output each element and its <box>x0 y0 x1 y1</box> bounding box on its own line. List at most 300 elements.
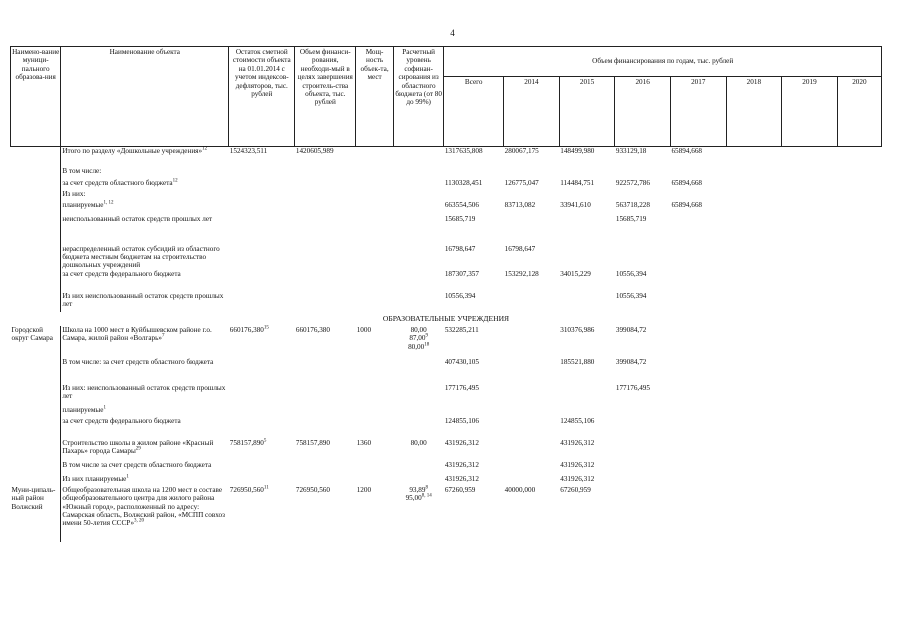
object-name-cell: Из них: <box>61 190 229 201</box>
footnote-ref: 8 <box>425 485 428 491</box>
year-cell <box>504 326 560 358</box>
year-cell <box>670 190 726 201</box>
capacity-cell <box>356 179 394 190</box>
finance-volume-cell <box>295 215 356 245</box>
municipality-cell <box>11 147 61 167</box>
year-cell <box>782 439 838 461</box>
year-cell <box>837 461 881 475</box>
finance-volume-cell <box>295 406 356 417</box>
object-name-cell: Школа на 1000 мест в Куйбышевском районе г.о. Самара, жилой район «Волгарь»$^7$ <box>61 326 229 358</box>
object-name-cell: планируемые$^{1, 12}$ <box>61 201 229 215</box>
year-cell: 10556,394 <box>615 269 647 278</box>
table-row <box>11 245 882 270</box>
capacity-cell <box>356 406 394 417</box>
table-body <box>11 147 882 542</box>
cofinance-level-cell <box>393 326 443 358</box>
cofinance-level-value: 80,00 <box>410 325 427 334</box>
cofinance-level-cell <box>393 417 443 439</box>
year-cell: 563718,228 <box>615 200 650 209</box>
year-cell <box>837 406 881 417</box>
capacity-cell <box>356 475 394 486</box>
municipality-cell <box>11 245 61 270</box>
footnote-ref: 1 <box>103 405 106 411</box>
table-row <box>11 384 882 406</box>
section-title: ОБРАЗОВАТЕЛЬНЫЕ УЧРЕЖДЕНИЯ <box>382 313 510 323</box>
year-cell <box>670 292 726 312</box>
municipality-cell <box>11 190 61 201</box>
cofinance-level-cell <box>393 292 443 312</box>
finance-volume-cell <box>295 190 356 201</box>
year-cell: 148499,980 <box>560 147 595 155</box>
year-cell <box>726 358 782 384</box>
year-cell <box>782 292 838 312</box>
year-cell <box>670 384 726 406</box>
remaining-cost-cell <box>229 190 295 201</box>
capacity-cell <box>356 201 394 215</box>
municipality-cell <box>11 215 61 245</box>
header-year: 2020 <box>837 77 881 147</box>
capacity-cell <box>356 190 394 201</box>
cofinance-level-cell <box>393 167 443 179</box>
remaining-cost-cell <box>229 461 295 475</box>
year-cell <box>726 292 782 312</box>
year-cell: 431926,312 <box>560 438 595 447</box>
year-cell <box>782 190 838 201</box>
table-row <box>11 439 882 461</box>
year-cell <box>726 245 782 270</box>
capacity-cell <box>356 384 394 406</box>
financing-table <box>10 46 882 542</box>
year-cell <box>726 417 782 439</box>
year-cell <box>670 358 726 384</box>
municipality-cell <box>11 417 61 439</box>
total-cell: 10556,394 <box>444 291 476 300</box>
year-cell <box>559 190 615 201</box>
year-cell: 40000,000 <box>504 485 536 494</box>
year-cell <box>504 475 560 486</box>
year-cell <box>837 167 881 179</box>
municipality-cell <box>11 461 61 475</box>
year-cell: 16798,647 <box>504 244 536 253</box>
year-cell <box>504 167 560 179</box>
year-cell <box>782 147 838 167</box>
object-name-cell: В том числе: <box>61 167 229 179</box>
object-name-cell: за счет средств федерального бюджета <box>61 270 229 292</box>
table-row <box>11 417 882 439</box>
year-cell <box>726 215 782 245</box>
year-cell <box>504 292 560 312</box>
year-cell <box>782 270 838 292</box>
footnote-ref: 5 <box>263 438 267 444</box>
year-cell <box>670 439 726 461</box>
footnote-ref: 18 <box>424 342 430 348</box>
year-cell <box>726 179 782 190</box>
year-cell <box>559 384 615 406</box>
year-cell <box>670 326 726 358</box>
header-year: 2014 <box>504 77 560 147</box>
year-cell: 33941,610 <box>560 200 591 209</box>
object-name-cell: Итого по разделу «Дошкольные учреждения»$^{12}$ <box>61 147 229 167</box>
cofinance-level-cell <box>393 201 443 215</box>
table-row <box>11 461 882 475</box>
year-cell <box>670 245 726 270</box>
year-cell <box>837 358 881 384</box>
cofinance-level-value: 95,00$^{8, 14}$ <box>405 493 432 503</box>
header-cofinance-level: Расчетный уровень софинан-сирования из областного бюджета (от 80 до 99%) <box>393 47 443 147</box>
year-cell <box>615 439 671 461</box>
finance-volume-cell: 758157,890 <box>295 438 330 447</box>
page-number: 4 <box>450 28 455 38</box>
header-year: 2017 <box>670 77 726 147</box>
year-cell <box>504 190 560 201</box>
header-by-years: Объем финансирования по годам, тыс. рублей <box>444 47 882 77</box>
object-name-cell: Из них неиспользованный остаток средств прошлых лет <box>61 292 229 312</box>
year-cell <box>782 326 838 358</box>
year-cell <box>837 215 881 245</box>
footnote-ref: 9 <box>425 333 428 339</box>
year-cell <box>504 384 560 406</box>
year-cell: 153292,128 <box>504 269 539 278</box>
remaining-cost-cell: 1524323,511 <box>229 147 268 155</box>
year-cell <box>726 384 782 406</box>
object-name-cell: за счет средств федерального бюджета <box>61 417 229 439</box>
year-cell: 933129,18 <box>615 147 647 155</box>
table-row <box>11 147 882 167</box>
year-cell <box>782 406 838 417</box>
year-cell <box>726 326 782 358</box>
remaining-cost-cell <box>229 292 295 312</box>
capacity-cell <box>356 215 394 245</box>
finance-volume-cell <box>295 167 356 179</box>
year-cell <box>504 358 560 384</box>
year-cell <box>726 475 782 486</box>
capacity-cell: 1000 <box>356 325 372 334</box>
total-cell <box>444 190 504 201</box>
finance-volume-cell <box>295 245 356 270</box>
year-cell <box>615 167 671 179</box>
finance-volume-cell <box>295 358 356 384</box>
finance-volume-cell <box>295 270 356 292</box>
year-cell <box>504 417 560 439</box>
year-cell: 177176,495 <box>615 383 650 392</box>
finance-volume-cell <box>295 475 356 486</box>
header-year: 2019 <box>782 77 838 147</box>
total-cell: 1130328,451 <box>444 178 483 187</box>
year-cell <box>504 406 560 417</box>
year-cell: 126775,047 <box>504 178 539 187</box>
year-cell <box>837 147 881 167</box>
municipality-cell <box>11 475 61 486</box>
year-cell <box>837 245 881 270</box>
capacity-cell: 1200 <box>356 485 372 494</box>
year-cell: 65894,668 <box>671 178 702 187</box>
year-cell: 431926,312 <box>560 474 595 483</box>
table-row <box>11 358 882 384</box>
table-row <box>11 179 882 190</box>
year-cell: 399084,72 <box>615 357 647 366</box>
header-year: 2015 <box>559 77 615 147</box>
year-cell <box>782 417 838 439</box>
year-cell: 399084,72 <box>615 325 647 334</box>
cofinance-level-cell <box>393 358 443 384</box>
finance-volume-cell: 726950,560 <box>295 485 330 494</box>
finance-volume-cell <box>295 417 356 439</box>
cofinance-level-cell <box>393 147 443 167</box>
year-cell <box>726 201 782 215</box>
footnote-ref: 7 <box>162 333 165 339</box>
year-cell <box>837 486 881 542</box>
year-cell <box>670 475 726 486</box>
year-cell: 67260,959 <box>560 485 591 494</box>
total-cell: 431926,312 <box>444 474 479 483</box>
finance-volume-cell: 660176,380 <box>295 325 330 334</box>
year-cell <box>782 384 838 406</box>
remaining-cost-cell <box>229 406 295 417</box>
municipality-cell <box>11 270 61 292</box>
finance-volume-cell <box>295 461 356 475</box>
year-cell <box>782 358 838 384</box>
year-cell <box>837 475 881 486</box>
year-cell: 280067,175 <box>504 147 539 155</box>
year-cell: 185521,880 <box>560 357 595 366</box>
year-cell <box>559 245 615 270</box>
year-cell: 34015,229 <box>560 269 591 278</box>
year-cell <box>726 486 782 542</box>
year-cell <box>726 147 782 167</box>
table-row <box>11 201 882 215</box>
object-name-cell: В том числе: за счет средств областного бюджета <box>61 358 229 384</box>
cofinance-level-cell <box>393 406 443 417</box>
year-cell <box>615 461 671 475</box>
header-total: Всего <box>444 77 504 147</box>
total-cell: 16798,647 <box>444 244 476 253</box>
total-cell: 407430,105 <box>444 357 479 366</box>
cofinance-level-cell <box>393 461 443 475</box>
remaining-cost-cell <box>229 475 295 486</box>
capacity-cell <box>356 167 394 179</box>
footnote-ref: 1, 12 <box>103 200 114 206</box>
year-cell <box>782 179 838 190</box>
total-cell: 124855,106 <box>444 416 479 425</box>
year-cell: 310376,986 <box>560 325 595 334</box>
total-cell: 431926,312 <box>444 460 479 469</box>
object-name-cell: за счет средств областного бюджета$^{12}$ <box>61 179 229 190</box>
capacity-cell: 1360 <box>356 438 372 447</box>
header-object-name: Наименование объекта <box>61 47 229 147</box>
cofinance-level-value: 80,00 <box>410 438 427 447</box>
footnote-ref: 1 <box>126 474 129 480</box>
year-cell <box>670 215 726 245</box>
year-cell <box>615 486 671 542</box>
year-cell <box>837 439 881 461</box>
cofinance-level-cell <box>393 384 443 406</box>
total-cell <box>444 167 504 179</box>
year-cell <box>726 439 782 461</box>
year-cell <box>837 190 881 201</box>
capacity-cell <box>356 245 394 270</box>
capacity-cell <box>356 461 394 475</box>
year-cell <box>726 406 782 417</box>
year-cell <box>782 215 838 245</box>
year-cell: 124855,106 <box>560 416 595 425</box>
object-name-cell: Общеобразовательная школа на 1200 мест в составе общеобразовательного центра для жилого района «Южный город», расположенный по адресу: Самарская область, Волжский район, «МСПП совхоз имени 50-летия СССР»$^{3, 20}$ <box>61 486 229 542</box>
year-cell <box>559 406 615 417</box>
cofinance-level-value: 87,00$^9$ <box>409 333 428 343</box>
footnote-ref: 3, 20 <box>134 518 145 524</box>
year-cell <box>726 167 782 179</box>
year-cell <box>782 245 838 270</box>
finance-volume-cell <box>295 292 356 312</box>
object-name-cell: Из них: неиспользованный остаток средств прошлых лет <box>61 384 229 406</box>
year-cell <box>837 270 881 292</box>
cofinance-level-cell <box>393 179 443 190</box>
footnote-ref: 12 <box>172 178 178 184</box>
remaining-cost-cell: 726950,560$^{11}$ <box>229 485 269 494</box>
year-cell <box>615 406 671 417</box>
year-cell <box>670 461 726 475</box>
year-cell <box>782 486 838 542</box>
capacity-cell <box>356 292 394 312</box>
municipality-cell <box>11 167 61 179</box>
year-cell <box>726 461 782 475</box>
capacity-cell <box>356 417 394 439</box>
municipality-cell <box>11 358 61 384</box>
year-cell <box>504 461 560 475</box>
table-row <box>11 406 882 417</box>
cofinance-level-cell <box>393 245 443 270</box>
year-cell: 65894,668 <box>671 147 702 155</box>
finance-volume-cell: 1420605,989 <box>295 147 334 155</box>
footnote-ref: 12 <box>202 146 208 152</box>
object-name-cell: неиспользованный остаток средств прошлых лет <box>61 215 229 245</box>
total-cell: 67260,959 <box>444 485 476 494</box>
year-cell <box>726 270 782 292</box>
year-cell <box>615 245 671 270</box>
table-row <box>11 326 882 358</box>
year-cell <box>670 270 726 292</box>
year-cell <box>670 417 726 439</box>
total-cell: 15685,719 <box>444 214 476 223</box>
year-cell: 114484,751 <box>560 178 595 187</box>
object-name-cell: В том числе за счет средств областного бюджета <box>61 461 229 475</box>
finance-volume-cell <box>295 384 356 406</box>
year-cell <box>615 475 671 486</box>
year-cell: 10556,394 <box>615 291 647 300</box>
footnote-ref: 15 <box>263 325 269 331</box>
header-finance-volume: Объем финанси-рования, необходи-мый в целях завершения строитель-ства объекта, тыс. рублей <box>295 47 356 147</box>
header-year: 2016 <box>615 77 671 147</box>
remaining-cost-cell <box>229 358 295 384</box>
header-municipality: Наимено-вание муници-пального образова-ния <box>11 47 61 147</box>
remaining-cost-cell <box>229 417 295 439</box>
cofinance-level-cell <box>393 439 443 461</box>
year-cell <box>670 406 726 417</box>
year-cell <box>837 384 881 406</box>
cofinance-level-value: 80,00$^{18}$ <box>408 342 430 351</box>
year-cell: 65894,668 <box>671 200 702 209</box>
year-cell <box>559 167 615 179</box>
year-cell <box>504 215 560 245</box>
footnote-ref: 11 <box>263 485 269 491</box>
object-name-cell: планируемые$^1$ <box>61 406 229 417</box>
year-cell: 83713,082 <box>504 200 536 209</box>
remaining-cost-cell <box>229 270 295 292</box>
municipality-cell: Муни-ципаль-ный район Волжский <box>11 485 56 511</box>
year-cell <box>837 292 881 312</box>
remaining-cost-cell: 758157,890$^5$ <box>229 438 267 447</box>
total-cell <box>444 406 504 417</box>
total-cell: 1317635,808 <box>444 147 483 155</box>
remaining-cost-cell <box>229 215 295 245</box>
year-cell <box>782 167 838 179</box>
year-cell: 922572,786 <box>615 178 650 187</box>
cofinance-level-cell <box>393 190 443 201</box>
year-cell <box>782 201 838 215</box>
total-cell: 663554,506 <box>444 200 479 209</box>
finance-volume-cell <box>295 201 356 215</box>
year-cell <box>837 201 881 215</box>
remaining-cost-cell <box>229 201 295 215</box>
capacity-cell <box>356 147 394 167</box>
year-cell <box>782 461 838 475</box>
object-name-cell: Строительство школы в жилом районе «Красный Пахарь» города Самары$^{29}$ <box>61 439 229 461</box>
year-cell <box>559 292 615 312</box>
year-cell <box>670 486 726 542</box>
header-capacity: Мощ-ность объек-та, мест <box>356 47 394 147</box>
cofinance-level-value: 93,89$^8$ <box>409 485 428 494</box>
year-cell <box>782 475 838 486</box>
year-cell: 15685,719 <box>615 214 647 223</box>
table-row <box>11 215 882 245</box>
cofinance-level-cell <box>393 486 443 542</box>
municipality-cell <box>11 292 61 312</box>
footnote-ref: 29 <box>135 446 141 452</box>
capacity-cell <box>356 270 394 292</box>
cofinance-level-cell <box>393 270 443 292</box>
year-cell: 431926,312 <box>560 460 595 469</box>
year-cell <box>837 179 881 190</box>
year-cell <box>837 326 881 358</box>
municipality-cell <box>11 179 61 190</box>
year-cell <box>615 190 671 201</box>
table-row <box>11 190 882 201</box>
footnote-ref: 8, 14 <box>421 493 432 499</box>
total-cell: 187307,357 <box>444 269 479 278</box>
table-row <box>11 486 882 542</box>
header-remaining-cost: Остаток сметной стоимости объекта на 01.01.2014 с учетом индексов-дефляторов, тыс. рублей <box>229 47 295 147</box>
municipality-cell <box>11 406 61 417</box>
total-cell: 532285,211 <box>444 325 479 334</box>
remaining-cost-cell <box>229 245 295 270</box>
table-row <box>11 292 882 312</box>
year-cell <box>559 215 615 245</box>
municipality-cell: Городской округ Самара <box>11 325 53 343</box>
object-name-cell: Из них планируемые$^1$ <box>61 475 229 486</box>
remaining-cost-cell: 660176,380$^{15}$ <box>229 325 269 334</box>
year-cell <box>726 190 782 201</box>
year-cell <box>504 439 560 461</box>
municipality-cell <box>11 201 61 215</box>
municipality-cell <box>11 439 61 461</box>
remaining-cost-cell <box>229 179 295 190</box>
cofinance-level-cell <box>393 475 443 486</box>
capacity-cell <box>356 358 394 384</box>
table-row <box>11 270 882 292</box>
cofinance-level-cell <box>393 215 443 245</box>
remaining-cost-cell <box>229 167 295 179</box>
municipality-cell <box>11 384 61 406</box>
year-cell <box>837 417 881 439</box>
